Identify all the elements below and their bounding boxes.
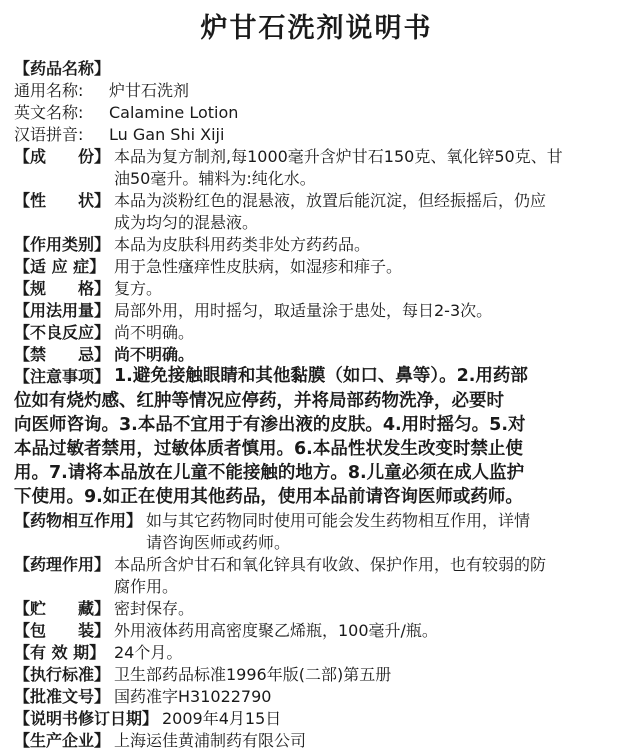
approval-value: 国药准字H31022790: [114, 687, 272, 706]
pinyin-value: Lu Gan Shi Xiji: [109, 125, 225, 144]
english-name-row: [14, 102, 239, 124]
standard-label: 【执行标准】: [14, 665, 111, 684]
section-storage: [14, 598, 195, 620]
specification-label: 【规 格】: [14, 279, 111, 298]
indications-value: 用于急性瘙痒性皮肤病，如湿疹和痱子。: [114, 257, 403, 276]
pharmacology-line-1: 本品所含炉甘石和氧化锌具有收敛、保护作用，也有较弱的防: [114, 555, 547, 574]
composition-label: 【成 份】: [14, 147, 111, 166]
validity-value: 24个月。: [114, 643, 183, 662]
revision-value: 2009年4月15日: [162, 709, 282, 728]
precautions-line-2: 位如有烧灼感、红肿等情况应停药，并将局部药物洗净，必要时: [14, 391, 504, 411]
composition-line-1: 本品为复方制剂,每1000毫升含炉甘石150克、氧化锌50克、甘: [114, 147, 563, 166]
section-pharmacology: [14, 554, 547, 596]
interactions-line-2: 请咨询医师或药师。: [146, 533, 291, 552]
pinyin-label: 汉语拼音:: [14, 125, 84, 144]
contraindications-value: 尚不明确。: [114, 345, 195, 364]
category-label: 【作用类别】: [14, 235, 111, 254]
composition-line-2: 油50毫升。辅料为:纯化水。: [114, 169, 316, 188]
validity-label: 【有 效 期】: [14, 643, 106, 662]
pinyin-row: [14, 124, 225, 146]
indications-label: 【适 应 症】: [14, 257, 106, 276]
revision-label: 【说明书修订日期】: [14, 709, 159, 728]
section-standard: [14, 664, 392, 686]
properties-line-2: 成为均匀的混悬液。: [114, 213, 259, 232]
pharmacology-label: 【药理作用】: [14, 555, 111, 574]
interactions-label: 【药物相互作用】: [14, 511, 143, 530]
precautions-line-6: 下使用。9.如正在使用其他药品，使用本品前请咨询医师或药师。: [14, 487, 523, 507]
package-value: 外用液体药用高密度聚乙烯瓶，100毫升/瓶。: [114, 621, 438, 640]
english-name-value: Calamine Lotion: [109, 103, 239, 122]
section-validity: [14, 642, 183, 664]
properties-label: 【性 状】: [14, 191, 111, 210]
adverse-label: 【不良反应】: [14, 323, 111, 342]
section-approval: [14, 686, 272, 708]
precautions-label: 【注意事项】: [14, 367, 111, 386]
precautions-line-5: 用。7.请将本品放在儿童不能接触的地方。8.儿童必须在成人监护: [14, 463, 525, 483]
section-category: [14, 234, 371, 256]
section-specification: [14, 278, 163, 300]
drug-name-label: 【药品名称】: [14, 59, 111, 78]
section-usage: [14, 300, 493, 322]
section-composition: [14, 146, 563, 188]
pharmacology-line-2: 腐作用。: [114, 577, 179, 596]
properties-line-1: 本品为淡粉红色的混悬液，放置后能沉淀，但经振摇后，仍应: [114, 191, 547, 210]
section-contraindications: [14, 344, 195, 366]
approval-label: 【批准文号】: [14, 687, 111, 706]
usage-value: 局部外用，用时摇匀，取适量涂于患处，每日2-3次。: [114, 301, 493, 320]
package-label: 【包 装】: [14, 621, 111, 640]
standard-value: 卫生部药品标准1996年版(二部)第五册: [114, 665, 392, 684]
precautions-line-4: 本品过敏者禁用，过敏体质者慎用。6.本品性状发生改变时禁止使: [14, 439, 523, 459]
section-drug-name: [14, 58, 110, 80]
section-properties: [14, 190, 547, 232]
usage-label: 【用法用量】: [14, 301, 111, 320]
specification-value: 复方。: [114, 279, 163, 298]
storage-label: 【贮 藏】: [14, 599, 111, 618]
category-value: 本品为皮肤科用药类非处方药药品。: [114, 235, 371, 254]
section-manufacturer: [14, 730, 307, 752]
storage-value: 密封保存。: [114, 599, 195, 618]
section-precautions: [14, 366, 528, 507]
generic-name-row: [14, 80, 190, 102]
adverse-value: 尚不明确。: [114, 323, 195, 342]
document-title: 炉甘石洗剂说明书: [200, 13, 433, 44]
precautions-line-1: 1.避免接触眼睛和其他黏膜（如口、鼻等）。2.用药部: [114, 366, 528, 386]
section-adverse: [14, 322, 195, 344]
section-interactions: [14, 510, 531, 552]
manufacturer-label: 【生产企业】: [14, 731, 111, 750]
section-package: [14, 620, 438, 642]
generic-name-label: 通用名称:: [14, 81, 84, 100]
manufacturer-value: 上海运佳黄浦制药有限公司: [114, 731, 307, 750]
contraindications-label: 【禁 忌】: [14, 345, 111, 364]
precautions-line-3: 向医师咨询。3.本品不宜用于有渗出液的皮肤。4.用时摇匀。5.对: [14, 415, 526, 435]
interactions-line-1: 如与其它药物同时使用可能会发生药物相互作用，详情: [146, 511, 531, 530]
english-name-label: 英文名称:: [14, 103, 84, 122]
section-indications: [14, 256, 403, 278]
section-revision: [14, 708, 282, 730]
generic-name-value: 炉甘石洗剂: [109, 81, 190, 100]
